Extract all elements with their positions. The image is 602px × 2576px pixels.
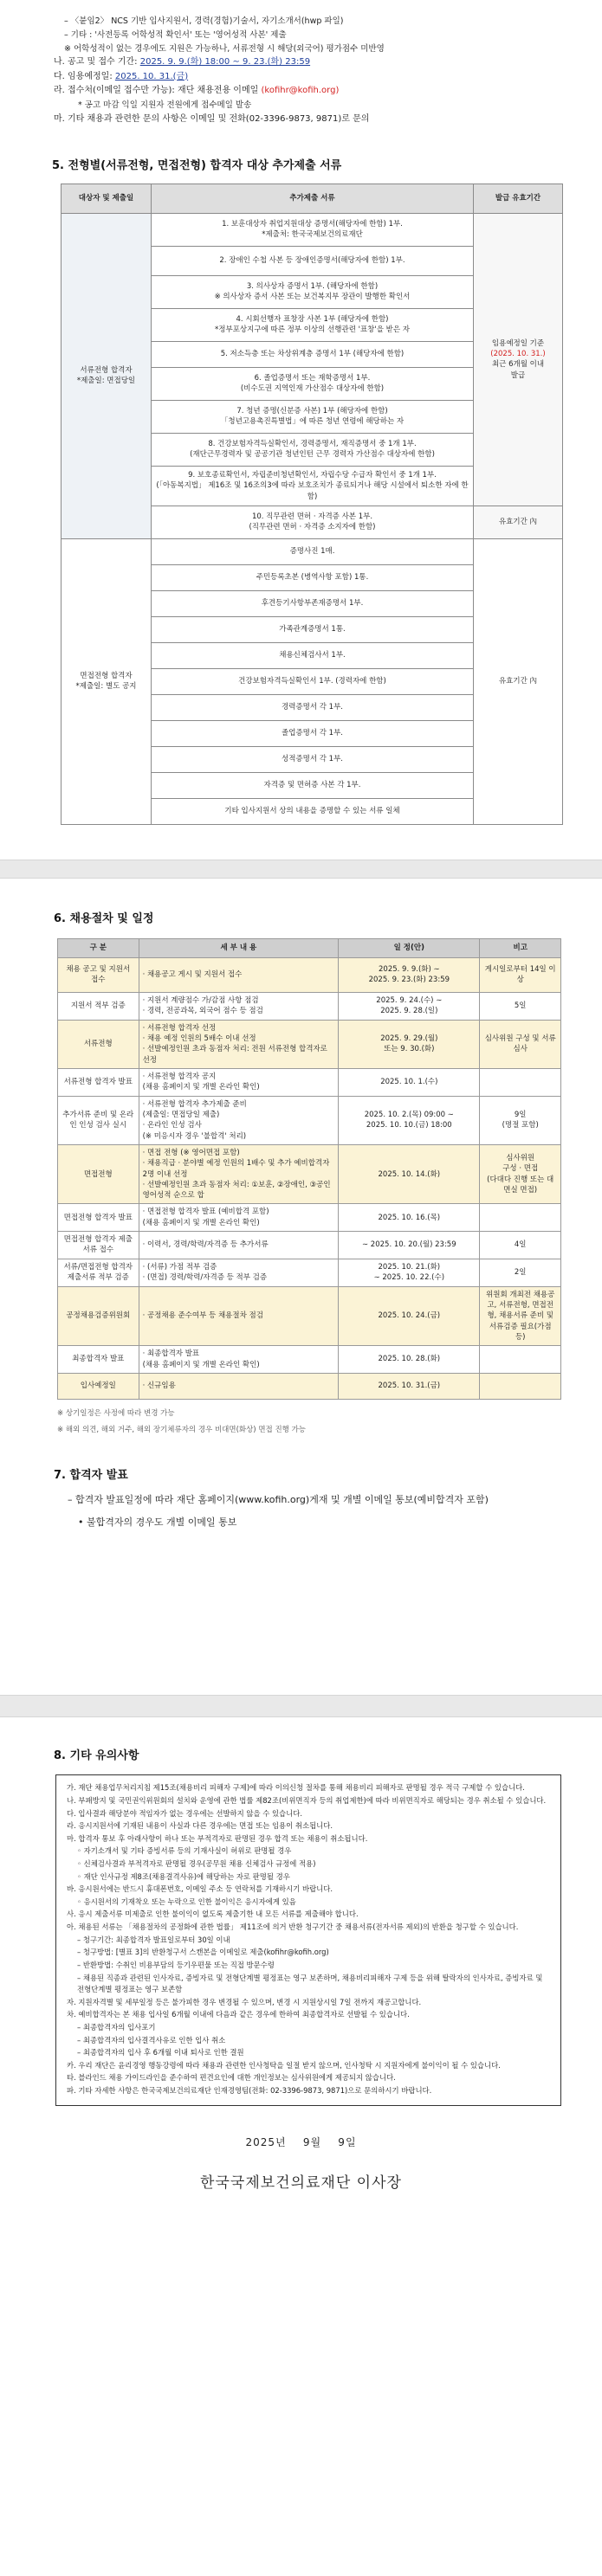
schedule-stage: 지원서 적부 검증 [58,992,139,1020]
schedule-note: ※ 상기일정은 사정에 따라 변경 가능 [57,1408,175,1418]
notice-item: – 최종합격자의 입사 후 6개월 이내 퇴사로 인한 결원 [77,2048,244,2058]
schedule-date: 2025. 10. 21.(화) ∼ 2025. 10. 22.(수) [339,1259,480,1286]
notice-item: 가. 재단 채용업무처리지침 제15조(채용비리 피해자 구제)에 따라 이의신청 절차를 통해 채용비리 피해자로 판명될 경우 적극 구제할 수 있습니다. [67,1783,525,1793]
schedule-detail: · 면접전형 합격자 발표 (예비합격 포함) (채용 홈페이지 및 개별 온라인 확인) [139,1204,339,1232]
notice-item: – 청구기간: 최종합격자 발표일로부터 30일 이내 [77,1935,230,1944]
schedule-row [58,1020,561,1068]
notice-item: – 최종합격자의 입사결격사유로 인한 입사 취소 [77,2035,226,2045]
period-line [54,56,567,69]
schedule-note-cell: 2일 [480,1259,561,1286]
schedule-header: 일 정(안) [339,938,480,957]
notice-item: 타. 블라인드 채용 가이드라인을 준수하여 편견요인에 대한 개인정보는 심사위원에게 제공되지 않습니다. [67,2073,396,2083]
announce-value: 2025. 10. 31.(금) [114,71,189,81]
notice-item: – 청구방법: [별표 3]의 반환청구서 스캔본을 이메일로 제출(kofihr@kofih.org) [77,1948,329,1957]
schedule-detail: · 신규임용 [139,1373,339,1399]
receipt-label: 라. 접수처(이메일 접수만 가능): 재단 채용전용 이메일 [54,86,259,96]
schedule-stage: 서류/면접전형 합격자 제출서류 적부 검증 [58,1259,139,1286]
section7-body [0,1484,602,1530]
intro-block [0,0,602,126]
interview-period: 유효기간 內 [474,538,563,824]
notice-item: 다. 입사결과 해당분야 적임자가 없는 경우에는 선발하지 않을 수 있습니다. [67,1808,302,1818]
notice-item: – 반환방법: 수취인 비용부담의 등기우편물 또는 직접 방문수령 [77,1960,275,1969]
schedule-note: ※ 해외 의견, 해외 거주, 해외 장기체류자의 경우 비대면(화상) 면접 진행 가능 [57,1426,307,1435]
schedule-date: 2025. 10. 1.(수) [339,1069,480,1097]
schedule-stage: 서류전형 [58,1020,139,1068]
schedule-note-cell: 9일 (명절 포함) [480,1096,561,1144]
schedule-detail: · 서류전형 합격자 공지 (채용 홈페이지 및 개별 온라인 확인) [139,1069,339,1097]
doc-item: 2. 장애인 수첩 사본 등 장애인증명서(해당자에 한함) 1부. [152,246,474,275]
doc-item: 6. 졸업증명서 또는 재학증명서 1부. (비수도권 지역인재 가산점수 대상자에 한함) [152,367,474,400]
announce-label: 다. 임용예정일: [54,71,113,81]
schedule-stage: 면접전형 [58,1144,139,1204]
doc-period-last: 유효기간 內 [474,506,563,538]
schedule-date: 2025. 10. 28.(화) [339,1346,480,1374]
schedule-detail: · 채용공고 게시 및 지원서 접수 [139,957,339,992]
interview-item: 자격증 및 면허증 사본 각 1부. [152,772,474,798]
signature: 한국국제보건의료재단 이사장 [200,2174,402,2192]
section8-title: 8. 기타 유의사항 [54,1748,139,1762]
notice-item: ◦ 재단 인사규정 제8조(채용결격사유)에 해당하는 자로 판명될 경우 [77,1871,290,1881]
interview-item: 주민등록초본 (병역사항 포함) 1통. [152,564,474,590]
doc-item: 10. 직무관련 면허 · 자격증 사본 1부. (직무관련 면허 · 자격증 소지자에 한함) [152,506,474,538]
schedule-note-cell: 심사위원 구성 및 서류심사 [480,1020,561,1068]
schedule-detail: · 지원서 계량점수 가/감점 사항 점검 · 경력, 전공과목, 외국어 점수 등 점검 [139,992,339,1020]
notice-item: 사. 응시 제출서류 미제출로 인한 불이익이 없도록 제출기한 내 모든 서류를 제출해야 합니다. [67,1909,359,1919]
schedule-note-cell: 위원회 개최전 채용공고, 서류전형, 면접전형, 채용서류 준비 및 서류검증 필요(가점 등) [480,1286,561,1346]
section5-header: 대상자 및 제출일 [61,184,152,213]
notice-item: ◦ 응시원서의 기재착오 또는 누락으로 인한 불이익은 응시자에게 있음 [77,1897,296,1906]
schedule-detail: · 면접 전형 (※ 영어면접 포함) · 채용직급 · 분야별 예정 인원의 1배수 및 추가 예비합격자 2명 이내 선정 · 선발예정인원 초과 동점자 처리: ①보훈, ②장애인, ③공인영어성적 순으로 합 [139,1144,339,1204]
page-break [0,860,602,879]
schedule-detail: · 서류전형 합격자 선정 · 채용 예정 인원의 5배수 이내 선정 · 선발예정인원 초과 동점자 처리: 전원 서류전형 합격자로 선정 [139,1020,339,1068]
interview-item: 후견등기사항부존재증명서 1부. [152,590,474,616]
intro-line: ※ 어학성적이 없는 경우에도 지원은 가능하나, 서류전형 시 해당(외국어) 평가점수 미반영 [64,43,385,54]
section5-table [61,184,563,825]
schedule-row [58,1232,561,1259]
page-break [0,1695,602,1717]
schedule-row [58,1373,561,1399]
schedule-stage: 입사예정일 [58,1373,139,1399]
receipt-email-link[interactable]: (kofihr@kofih.org) [261,86,340,96]
notice-item: – 채용된 직종과 관련된 인사자료, 증빙자료 및 전형단계별 평정표는 영구 보존하며, 채용비리피해자 구제 등을 위해 탈락자의 인사자료, 증빙자료 및 전형단계별 평정표는 영구 보존함 [77,1973,543,1994]
doc-item: 4. 시회선행자 표창장 사본 1부 (해당자에 한함) *정부포상지구에 따른 정부 이상의 선행관련 '표창'을 받은 자 [152,308,474,341]
period-value: 2025. 9. 9.(화) 18:00 ∼ 9. 23.(화) 23:59 [139,57,311,68]
schedule-stage: 채용 공고 및 지원서 접수 [58,957,139,992]
schedule-header: 세 부 내 용 [139,938,339,957]
notice-item: ◦ 신체검사결과 부적격자로 판명될 경우(공무원 채용 신체검사 규정에 적용) [77,1859,316,1869]
schedule-note-cell: 게시일로부터 14일 이상 [480,957,561,992]
schedule-stage: 면접전형 합격자 제출서류 접수 [58,1232,139,1259]
schedule-header: 비고 [480,938,561,957]
notice-item: – 최종합격자의 입사포기 [77,2022,156,2032]
section7-title: 7. 합격자 발표 [54,1468,128,1482]
schedule-note-cell [480,1346,561,1374]
notice-item: 바. 응시원서에는 반드시 휴대폰번호, 이메일 주소 등 연락처를 기재하시기 바랍니다. [67,1884,333,1894]
schedule-stage: 공정채용검증위원회 [58,1286,139,1346]
intro-line: – 기타 : '사전등록 어학성적 확인서' 또는 '영어성적 사본' 제출 [64,29,287,40]
schedule-detail: · 최종합격자 발표 (채용 홈페이지 및 개별 온라인 확인) [139,1346,339,1374]
schedule-row [58,1204,561,1232]
schedule-detail: · 공정채용 준수여부 등 채용절차 점검 [139,1286,339,1346]
schedule-date: 2025. 10. 24.(금) [339,1286,480,1346]
doc-item: 9. 보호종료확인서, 자립준비청년확인서, 자립수당 수급자 확인서 중 1개 1부. (「아동복지법」 제16조 및 16조의3에 따라 보호조치가 종료되거나 해당 시설에서 퇴소한 자에 한함) [152,466,474,506]
schedule-date: 2025. 9. 9.(화) ∼ 2025. 9. 23.(화) 23:59 [339,957,480,992]
doc-item: 7. 청년 증명(신분증 사본) 1부 (해당자에 한함) 「청년고용촉진특별법」에 따른 청년 연령에 해당하는 자 [152,400,474,433]
schedule-body [58,957,561,1399]
notice-box [55,1774,561,2105]
schedule-row [58,1346,561,1374]
notice-item: ◦ 자기소개서 및 기타 증빙서류 등의 기재사실이 허위로 판명될 경우 [77,1846,292,1856]
schedule-note-cell [480,1069,561,1097]
notice-item: 아. 채용된 서류는 「채용절차의 공정화에 관한 법률」 제11조에 의거 반환 청구기간 중 채용서류(전자서류 제외)의 반환을 청구할 수 있습니다. [67,1922,519,1932]
inquiry-line: 마. 기타 채용과 관련한 문의 사항은 이메일 및 전화(02-3396-9873, 9871)로 문의 [54,113,370,124]
schedule-stage: 면접전형 합격자 발표 [58,1204,139,1232]
schedule-detail: · 이력서, 경력/학력/자격증 등 추가서류 [139,1232,339,1259]
interview-item: 증명사진 1매. [152,538,474,564]
interview-item: 건강보험자격득실확인서 1부. (경력자에 한함) [152,668,474,694]
schedule-stage: 서류전형 합격자 발표 [58,1069,139,1097]
schedule-row [58,957,561,992]
interview-item: 경력증명서 각 1부. [152,694,474,720]
receipt-note: * 공고 마감 익일 지원자 전원에게 접수메일 발송 [78,100,252,110]
schedule-row [58,1144,561,1204]
schedule-header: 구 분 [58,938,139,957]
announcement-sub: • 불합격자의 경우도 개별 이메일 통보 [78,1516,237,1528]
notice-item: 자. 지원자격별 및 세부일정 등은 불가피한 경우 변경될 수 있으며, 변경 시 지원상시일 7일 전까지 재공고합니다. [67,1997,422,2006]
doc-item: 5. 저소득층 또는 차상위계층 증명서 1부 (해당자에 한함) [152,341,474,367]
interview-item: 성적증명서 각 1부. [152,746,474,772]
schedule-note-cell [480,1373,561,1399]
schedule-date: 2025. 9. 29.(월) 또는 9. 30.(화) [339,1020,480,1068]
doc-period-date: (2025. 10. 31.) [490,350,546,359]
schedule-note-cell: 5일 [480,992,561,1020]
interview-item: 졸업증명서 각 1부. [152,720,474,746]
schedule-row [58,1096,561,1144]
announce-line [54,71,567,84]
doc-item: 8. 건강보험자격득실확인서, 경력증명서, 재직증명서 중 1개 1부. (재단근무경력자 및 공공기관 청년인턴 근무 경력자 가산점수 대상자에 한함) [152,433,474,466]
section5-header: 추가제출 서류 [152,184,474,213]
doc-item: 3. 의사상자 증명서 1부. (해당자에 한함) ※ 의사상자 증서 사본 또는 보건복지부 장관이 발행한 확인서 [152,275,474,308]
schedule-stage: 최종합격자 발표 [58,1346,139,1374]
notice-item: 카. 우리 재단은 윤리경영 행동강령에 따라 채용과 관련한 인사청탁을 일절 받지 않으며, 인사청탁 시 지원자에게 불이익이 될 수 있습니다. [67,2060,501,2070]
doc-category: 서류전형 합격자 *제출일: 면접당일 [61,213,152,538]
schedule-stage: 추가서류 준비 및 온라인 인성 검사 실시 [58,1096,139,1144]
section5-header: 발급 유효기간 [474,184,563,213]
section5-title: 5. 전형별(서류전형, 면접전형) 합격자 대상 추가제출 서류 [52,159,342,173]
schedule-row [58,1259,561,1286]
doc-item: 1. 보훈대상자 취업지원대상 증명서(해당자에 한함) 1부. *제출처: 한국국제보건의료재단 [152,213,474,246]
interview-item: 기타 입사지원서 상의 내용을 증명할 수 있는 서류 일체 [152,798,474,824]
schedule-date: 2025. 10. 16.(목) [339,1204,480,1232]
schedule-date: 2025. 9. 24.(수) ∼ 2025. 9. 28.(일) [339,992,480,1020]
doc-period-cell: 임용예정일 기준 (2025. 10. 31.) 최근 6개월 이내 발급 [474,213,563,506]
notice-item: 파. 기타 자세한 사항은 한국국제보건의료재단 인재경영팀(전화: 02-3396-9873, 9871)으로 문의하시기 바랍니다. [67,2086,432,2095]
interview-category: 면접전형 합격자 *제출일: 별도 공지 [61,538,152,824]
notice-item: 라. 응시지원서에 기재된 내용이 사실과 다른 경우에는 면접 또는 임용이 취소됩니다. [67,1821,333,1831]
receipt-line [54,85,567,98]
schedule-detail: · 서류전형 합격자 추가제출 준비 (제출일: 면접당일 제출) · 온라인 인성 검사 (※ 미응시자 경우 '불합격' 처리) [139,1096,339,1144]
notice-item: 나. 부패방지 및 국민권익위원회의 설치와 운영에 관한 법률 제82조(비위면직자 등의 취업제한)에 따라 비위면직자로 해당되는 경우 취소될 수 있습니다. [67,1795,547,1805]
issue-date: 2025년 9월 9일 [245,2135,357,2148]
schedule-notes [0,1400,602,1436]
schedule-table [57,938,561,1400]
schedule-row [58,1069,561,1097]
notice-item: 마. 합격자 통보 후 아래사항이 하나 또는 부적격자로 판명된 경우 합격 또는 채용이 취소됩니다. [67,1833,368,1843]
intro-line: – 〈붙임2〉 NCS 기반 입사지원서, 경력(경험)기술서, 자기소개서(hwp 파일) [64,16,344,26]
schedule-date: 2025. 10. 2.(목) 09:00 ∼ 2025. 10. 10.(금) 18:00 [339,1096,480,1144]
schedule-date: ∼ 2025. 10. 20.(월) 23:59 [339,1232,480,1259]
interview-item: 채용신체검사서 1부. [152,642,474,668]
notice-item: 차. 예비합격자는 본 채용 입사일 6개월 이내에 다음과 같은 경우에 한하여 최종합격자로 선발될 수 있습니다. [67,2010,410,2019]
schedule-row [58,992,561,1020]
schedule-date: 2025. 10. 14.(화) [339,1144,480,1204]
schedule-row [58,1286,561,1346]
schedule-note-cell [480,1204,561,1232]
schedule-note-cell: 심사위원 구성 · 면접 (다대다 진행 또는 대면실 면접) [480,1144,561,1204]
period-label: 나. 공고 및 접수 기간: [54,57,138,68]
schedule-date: 2025. 10. 31.(금) [339,1373,480,1399]
schedule-detail: · (서류) 가점 적부 검증 · (면접) 경력/학력/자격증 등 적부 검증 [139,1259,339,1286]
schedule-note-cell: 4일 [480,1232,561,1259]
section6-title: 6. 채용절차 및 일정 [54,911,154,925]
interview-item: 가족관계증명서 1통. [152,616,474,642]
announcement-line: – 합격자 발표일정에 따라 재단 홈페이지(www.kofih.org)게재 및 개별 이메일 통보(예비합격자 포함) [68,1494,489,1506]
